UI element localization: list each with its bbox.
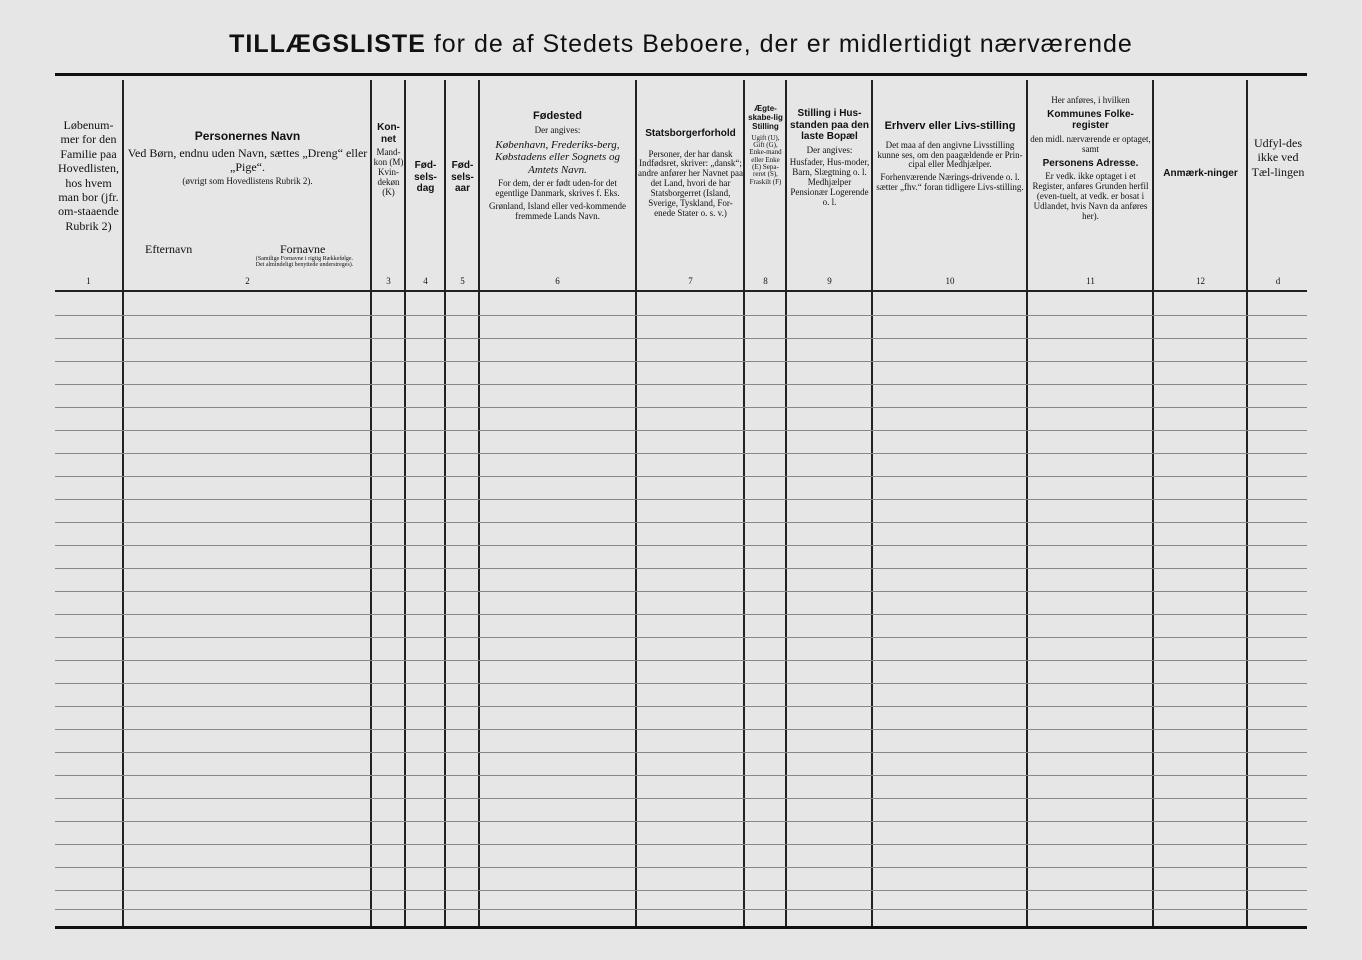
col12-header [1155,168,1246,180]
col9-text: Husfader, Hus-moder, Barn, Slægtning o. l. Medhjælper Pensionær Logerende o. l. [789,157,870,207]
col2-efternavn: Efternavn [145,242,193,256]
row-line [55,798,1307,799]
col6-header [482,110,633,222]
col6-heading: Fødested [533,110,582,122]
col4-heading: Fød-sels-dag [414,160,437,194]
col11-number: 11 [1086,276,1095,286]
row-line [55,568,1307,569]
col6-number: 6 [555,276,560,286]
row-line [55,890,1307,891]
col9-header [788,108,871,208]
column-divider [404,80,406,926]
col8-text: Ugift (U), Gift (G), Enke-mand eller Enke (E) Sepa-reret (S), Fraskilt (F) [749,133,782,186]
row-line [55,660,1307,661]
col10-number: 10 [945,276,955,286]
col6-p3: Grønland, Island eller ved-kommende fremmede Lands Navn. [489,201,626,222]
row-line [55,545,1307,546]
col11-heading: Kommunes Folke-register [1047,108,1134,132]
col6-sub: Der angives: [534,124,581,135]
col11-sub: den midl. nærværende er optaget, samt [1030,133,1151,154]
row-line [55,522,1307,523]
col9-sub: Der angives: [806,144,853,155]
row-line [55,315,1307,316]
col11-heading2: Personens Adresse. [1042,157,1139,169]
col7-number: 7 [688,276,693,286]
col-d-number: d [1275,276,1281,286]
row-line [55,407,1307,408]
col-d-text: Udfyl-des ikke ved Tæl-lingen [1251,136,1305,179]
col1-number: 1 [86,276,91,286]
col12-heading: Anmærk-ninger [1163,168,1238,179]
col2-line2: (øvrigt som Hovedlistens Rubrik 2). [182,176,313,187]
column-divider [122,80,124,926]
col8-header [746,104,785,186]
row-line [55,384,1307,385]
col2-heading: Personernes Navn [194,130,301,143]
col10-header [874,120,1026,193]
col7-text: Personer, der har dansk Indfødsret, skriver: „dansk“; andre anfører her Navnet paa det Land, hvori de har Statsborgerret (Island, Sverige, Tyskland, For-enede Stater o. s. v.) [638,148,743,218]
col2-fornavne-note: (Samtlige Fornavne i rigtig Rækkefølge. Det almindeligt benyttede understreges). [255,256,354,269]
row-line [55,844,1307,845]
header-bottom-rule [55,290,1307,292]
col5-header [447,160,478,195]
col3-heading: Kon-net [377,122,400,145]
col7-header [638,128,743,219]
col4-number: 4 [423,276,428,286]
column-divider [370,80,372,926]
column-divider [871,80,873,926]
col3-number: 3 [386,276,391,286]
row-line [55,476,1307,477]
row-line [55,706,1307,707]
col1-header [55,118,122,233]
col-d-header [1249,136,1307,179]
row-line [55,430,1307,431]
row-line [55,683,1307,684]
column-divider [635,80,637,926]
col2-header [125,130,370,190]
column-divider [785,80,787,926]
col5-number: 5 [460,276,465,286]
form-title [0,30,1362,59]
col11-intro: Her anføres, i hvilken [1051,96,1130,105]
col11-text: Er vedk. ikke optaget i et Register, anføres Grunden herfil (even-tuelt, at vedk. er bosat i Udlandet, hvis Navn da anføres her). [1032,171,1149,221]
row-line [55,591,1307,592]
col10-p1: Det maa af den angivne Livsstilling kunne ses, om den paagældende er Prin-cipal eller Medhjælper. [877,139,1023,170]
row-line [55,499,1307,500]
col2-line1: Ved Børn, endnu uden Navn, sættes „Dreng“ eller „Pige“. [127,145,368,174]
column-divider [1026,80,1028,926]
col6-p2: For dem, der er født uden-for det egentlige Danmark, skrives f. Eks. [495,178,620,199]
top-rule [55,73,1307,76]
row-line [55,909,1307,910]
col2-number: 2 [245,276,250,286]
col12-number: 12 [1196,276,1205,286]
col8-heading: Ægte-skabe-lig Stilling [748,104,783,132]
col7-heading: Statsborgerforhold [645,128,736,139]
col5-heading: Fød-sels-aar [451,160,474,194]
col9-heading: Stilling i Hus-standen paa den laste Bopæl [790,108,869,142]
row-line [55,752,1307,753]
col4-header [407,160,444,195]
row-line [55,361,1307,362]
column-divider [444,80,446,926]
form-title-lead: TILLÆGSLISTE [229,30,426,58]
row-line [55,637,1307,638]
row-line [55,821,1307,822]
col3-text: Mand-kon (M) Kvin-dekøn (K) [373,147,404,197]
col8-number: 8 [763,276,768,286]
row-line [55,614,1307,615]
col2-fornavne: Fornavne [280,242,326,256]
row-line [55,729,1307,730]
col10-heading: Erhverv eller Livs-stilling [884,120,1016,132]
column-divider [743,80,745,926]
row-line [55,338,1307,339]
row-line [55,775,1307,776]
column-divider [1152,80,1154,926]
column-divider [1246,80,1248,926]
col3-header [373,122,404,197]
column-divider [478,80,480,926]
col6-p1: København, Frederiks-berg, Købstadens eller Sognets og Amtets Navn. [495,138,620,176]
col11-header [1029,96,1152,222]
row-line [55,867,1307,868]
row-line [55,453,1307,454]
col1-text: Løbenum-mer for den Familie paa Hovedlisten, hos hvem man bor (jfr. om-staaende Rubrik 2) [58,118,119,233]
col9-number: 9 [827,276,832,286]
bottom-rule [55,926,1307,929]
form-title-rest: for de af Stedets Beboere, der er midlertidigt nærværende [425,30,1133,58]
col10-p2: Forhenværende Nærings-drivende o. l. sætter „fhv.“ foran tidligere Livs-stilling. [876,172,1024,193]
